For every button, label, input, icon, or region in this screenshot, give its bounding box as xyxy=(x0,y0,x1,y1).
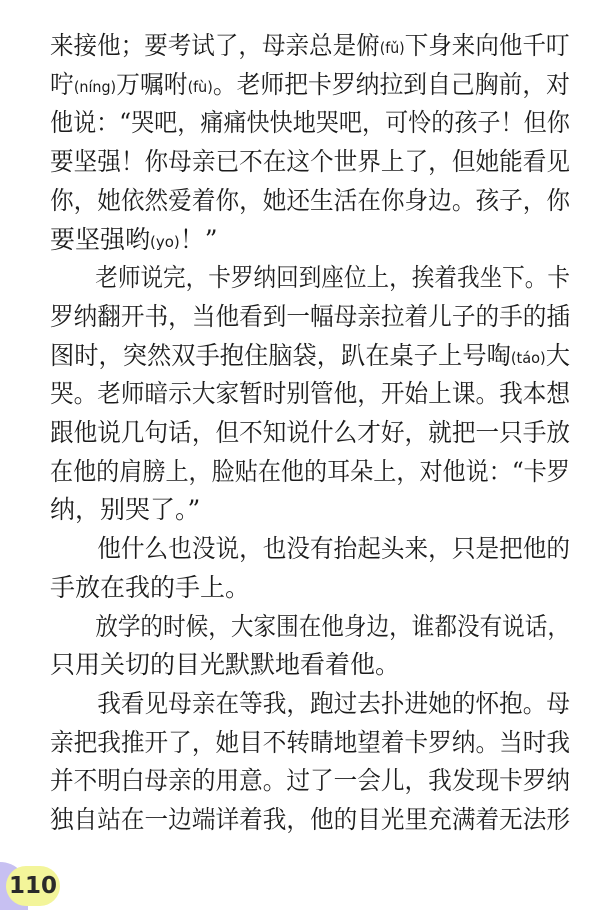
text-line xyxy=(50,798,570,842)
text-line xyxy=(50,721,570,765)
text-line xyxy=(50,63,570,107)
text-segment: 纳，别哭了。” xyxy=(50,495,201,525)
pinyin-annotation: (fù) xyxy=(187,77,213,96)
text-segment: 万嘱咐 xyxy=(116,69,188,99)
text-segment: 老师说完，卡罗纳回到座位上，挨着我坐下。卡 xyxy=(50,263,571,293)
text-segment: 独自站在一边端详着我，他的目光里充满着无法形 xyxy=(50,805,571,834)
footer-band xyxy=(0,862,600,910)
text-line xyxy=(50,527,570,571)
text-segment: 图时，突然双手抱住脑袋，趴在桌子上号啕 xyxy=(50,340,511,370)
text-segment: 咛 xyxy=(50,69,74,99)
text-segment: ！” xyxy=(179,224,218,254)
text-segment: 在他的肩膀上，脸贴在他的耳朵上，对他说：“卡罗 xyxy=(50,456,570,486)
text-line xyxy=(50,759,570,803)
text-segment: 罗纳翻开书，当他看到一幅母亲拉着儿子的手的插 xyxy=(50,301,571,331)
text-segment: 来接他；要考试了，母亲总是俯 xyxy=(50,31,380,60)
text-segment: 跟他说几句话，但不知说什么才好，就把一只手放 xyxy=(50,418,571,447)
text-segment: 你，她依然爱着你，她还生活在你身边。孩子，你 xyxy=(50,185,571,215)
text-line xyxy=(50,643,400,687)
text-line xyxy=(50,218,218,262)
text-line xyxy=(50,411,570,455)
text-line xyxy=(50,488,200,532)
text-segment: 放学的时候，大家围在他身边，谁都没有说话， xyxy=(50,611,571,641)
text-line xyxy=(50,179,570,223)
text-line xyxy=(50,682,570,726)
text-line xyxy=(50,101,570,145)
text-segment: 要坚强哟 xyxy=(50,224,151,254)
text-line xyxy=(50,334,570,378)
text-line xyxy=(50,450,570,494)
page-number: 110 xyxy=(6,866,60,906)
page-footer xyxy=(0,862,600,910)
text-line xyxy=(50,372,570,416)
text-segment: 亲把我推开了，她目不转睛地望着卡罗纳。当时我 xyxy=(50,727,571,757)
text-line xyxy=(50,256,570,300)
text-segment: 哭。老师暗示大家暂时别管他，开始上课。我本想 xyxy=(50,379,571,409)
text-segment: 我看见母亲在等我，跑过去扑进她的怀抱。母 xyxy=(50,688,571,718)
text-segment: 只用关切的目光默默地看着他。 xyxy=(50,650,401,680)
text-segment: 大 xyxy=(545,340,570,370)
text-line xyxy=(50,24,570,68)
text-segment: 他说：“哭吧，痛痛快快地哭吧，可怜的孩子！但你 xyxy=(50,108,570,138)
pinyin-annotation: (táo) xyxy=(510,348,546,367)
pinyin-annotation: (yo) xyxy=(150,232,180,251)
text-line xyxy=(50,295,570,339)
text-segment: 要坚强！你母亲已不在这个世界上了，但她能看见 xyxy=(50,147,571,177)
text-segment: 。老师把卡罗纳拉到自己胸前，对 xyxy=(212,69,570,99)
text-segment: 手放在我的手上。 xyxy=(50,572,251,602)
pinyin-annotation: (fǔ) xyxy=(379,39,405,57)
text-segment: 他什么也没说，也没有抬起头来，只是把他的 xyxy=(50,534,571,564)
pinyin-annotation: (níng) xyxy=(73,77,117,96)
text-line xyxy=(50,566,250,610)
text-line xyxy=(50,140,570,184)
text-line xyxy=(50,605,570,649)
text-segment: 下身来向他千叮 xyxy=(404,31,570,60)
text-segment: 并不明白母亲的用意。过了一会儿，我发现卡罗纳 xyxy=(50,766,571,796)
